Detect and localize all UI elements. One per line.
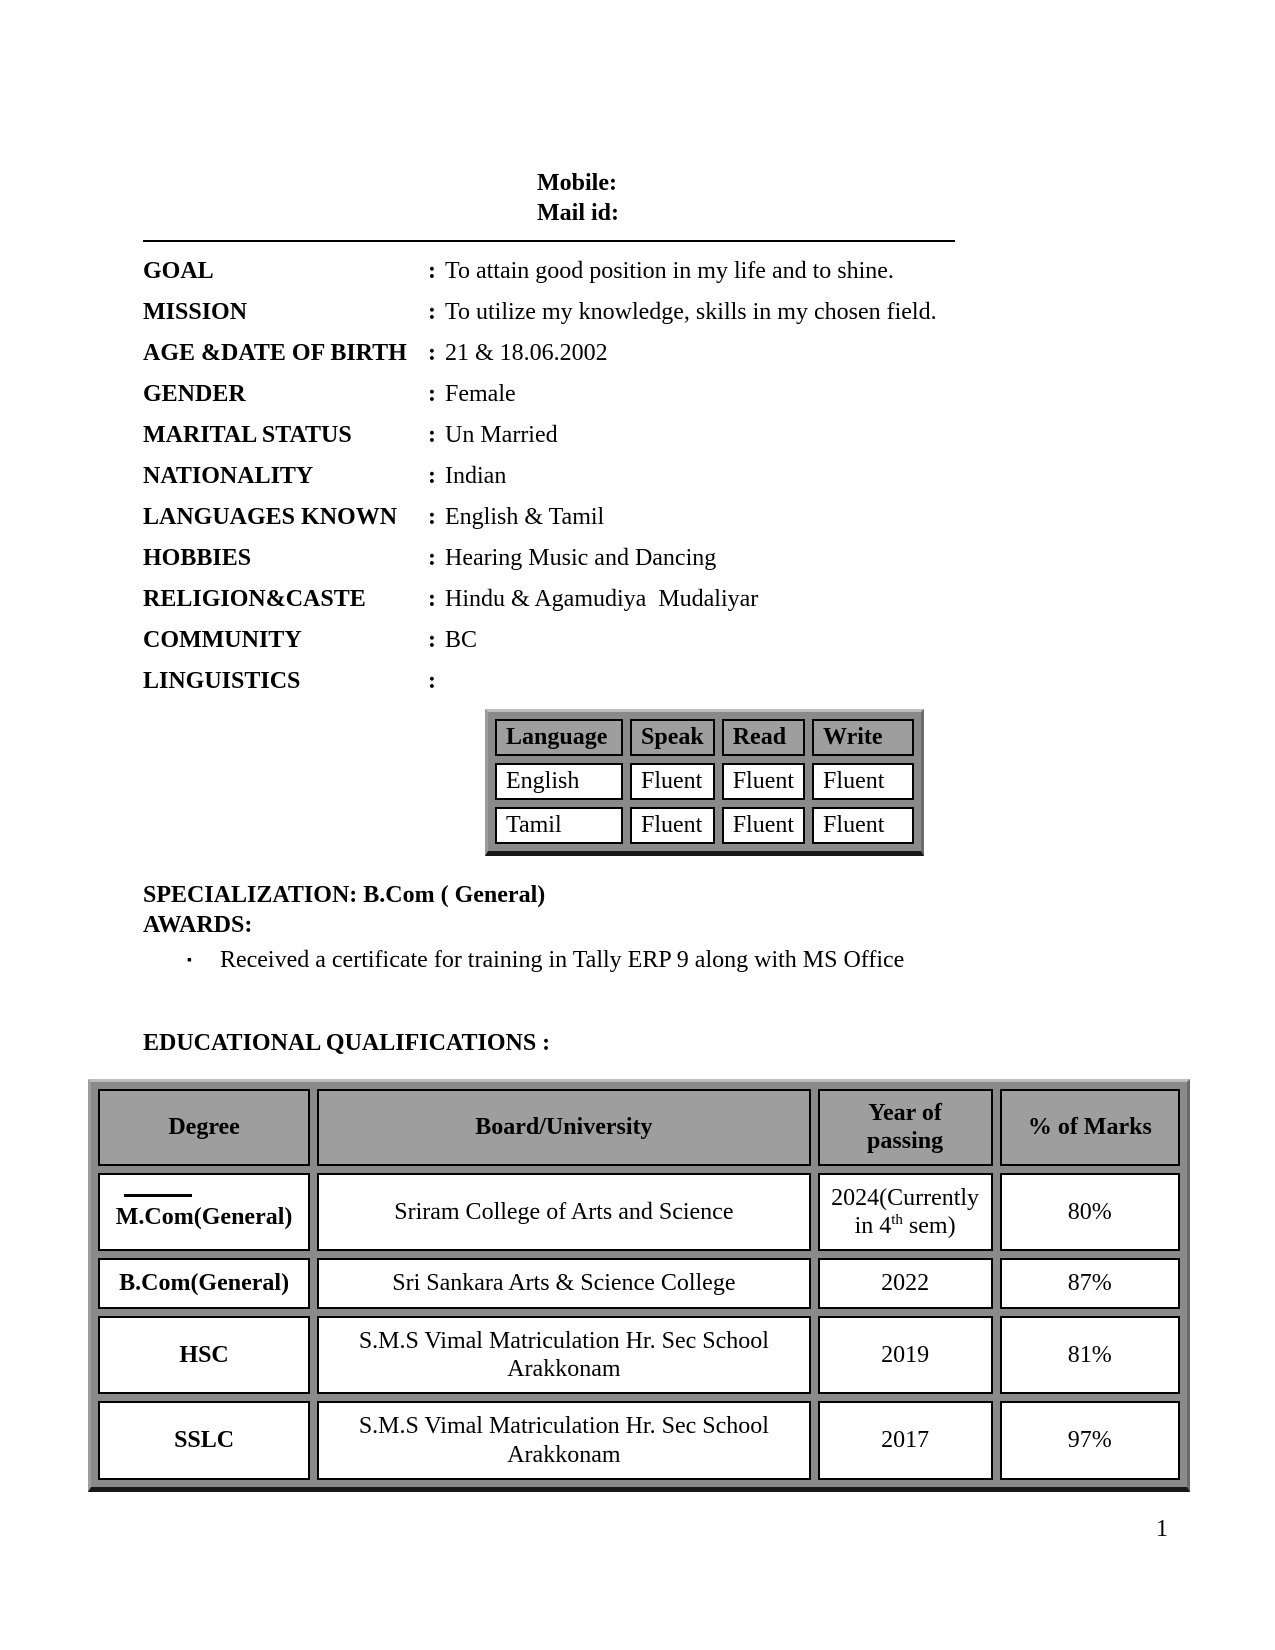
linguistics-header-read: Read <box>722 719 805 756</box>
profile-row-linguistics <box>143 668 1158 696</box>
read-cell: Fluent <box>722 763 805 800</box>
profile-row-religion-caste <box>143 586 1158 614</box>
colon-separator: : <box>428 463 436 489</box>
marks-cell: 80% <box>1000 1173 1180 1252</box>
profile-label: MARITAL STATUS <box>143 422 352 448</box>
passing-line: passing <box>867 1128 944 1155</box>
degree-cell: HSC <box>98 1316 310 1395</box>
language-cell: English <box>495 763 623 800</box>
profile-row-languages-known <box>143 504 1158 532</box>
profile-row-community <box>143 627 1158 655</box>
linguistics-row-english <box>495 763 914 800</box>
education-header-board: Board/University <box>317 1089 810 1166</box>
colon-separator: : <box>428 545 436 571</box>
profile-row-age-dob <box>143 340 1158 368</box>
degree-cell <box>98 1173 310 1252</box>
colon-separator: : <box>428 340 436 366</box>
education-row-hsc <box>98 1316 1180 1395</box>
profile-list <box>143 258 1158 696</box>
linguistics-header-speak: Speak <box>630 719 715 756</box>
contact-header <box>537 168 1158 228</box>
page-number: 1 <box>1156 1516 1168 1542</box>
profile-value: Female <box>445 381 516 407</box>
year-of-line: Year of <box>868 1100 942 1126</box>
square-bullet-icon: ▪ <box>187 953 192 968</box>
profile-label: AGE &DATE OF BIRTH <box>143 340 407 366</box>
profile-value: English & Tamil <box>445 504 605 530</box>
colon-separator: : <box>428 504 436 530</box>
colon-separator: : <box>428 381 436 407</box>
board-cell: S.M.S Vimal Matriculation Hr. Sec School Arakkonam <box>317 1316 810 1395</box>
profile-value: BC <box>445 627 478 653</box>
speak-cell: Fluent <box>630 763 715 800</box>
marks-cell: 97% <box>1000 1401 1180 1480</box>
profile-value: To utilize my knowledge, skills in my chosen field. <box>445 299 937 325</box>
linguistics-header-write: Write <box>812 719 914 756</box>
overline-mark <box>124 1194 192 1197</box>
year-text: 2024(Currently in 4 <box>831 1184 980 1239</box>
mobile-label: Mobile: <box>537 170 617 196</box>
profile-value: Indian <box>445 463 507 489</box>
speak-cell: Fluent <box>630 807 715 844</box>
profile-row-hobbies <box>143 545 1158 573</box>
board-cell: Sriram College of Arts and Science <box>317 1173 810 1252</box>
language-cell: Tamil <box>495 807 623 844</box>
write-cell: Fluent <box>812 763 914 800</box>
linguistics-table <box>485 709 924 856</box>
degree-text: M.Com(General) <box>115 1204 293 1231</box>
profile-label: LANGUAGES KNOWN <box>143 504 398 530</box>
education-heading: EDUCATIONAL QUALIFICATIONS : <box>143 1030 551 1056</box>
profile-row-mission <box>143 299 1158 327</box>
colon-separator: : <box>428 627 436 653</box>
colon-separator: : <box>428 258 436 284</box>
year-text-end: sem) <box>902 1212 956 1239</box>
education-header-year <box>818 1089 993 1166</box>
header-divider <box>143 240 955 242</box>
award-text: Received a certificate for training in Tally ERP 9 along with MS Office <box>219 947 905 973</box>
education-header-degree: Degree <box>98 1089 310 1166</box>
profile-label: MISSION <box>143 299 248 325</box>
education-row-bcom <box>98 1258 1180 1308</box>
education-header-row <box>98 1089 1180 1166</box>
profile-label: GENDER <box>143 381 246 407</box>
profile-value: Un Married <box>445 422 558 448</box>
profile-row-marital-status <box>143 422 1158 450</box>
linguistics-table-wrap <box>485 709 1158 856</box>
year-superscript: th <box>891 1211 903 1228</box>
year-cell: 2022 <box>818 1258 993 1308</box>
profile-label: RELIGION&CASTE <box>143 586 366 612</box>
profile-row-gender <box>143 381 1158 409</box>
board-cell: Sri Sankara Arts & Science College <box>317 1258 810 1308</box>
document-page <box>115 168 1158 1492</box>
linguistics-header-row <box>495 719 914 756</box>
colon-separator: : <box>428 668 436 694</box>
mail-id-label: Mail id: <box>537 200 619 226</box>
profile-value: Hearing Music and Dancing <box>445 545 717 571</box>
linguistics-header-language: Language <box>495 719 623 756</box>
specialization-heading: SPECIALIZATION: B.Com ( General) <box>143 882 546 908</box>
colon-separator: : <box>428 586 436 612</box>
year-cell: 2019 <box>818 1316 993 1395</box>
education-row-mcom <box>98 1173 1180 1252</box>
marks-cell: 81% <box>1000 1316 1180 1395</box>
year-cell: 2017 <box>818 1401 993 1480</box>
profile-row-goal <box>143 258 1158 286</box>
education-header-marks: % of Marks <box>1000 1089 1180 1166</box>
profile-value: To attain good position in my life and to shine. <box>445 258 894 284</box>
profile-label: HOBBIES <box>143 545 252 571</box>
profile-label: COMMUNITY <box>143 627 302 653</box>
awards-heading: AWARDS: <box>143 912 253 938</box>
board-cell: S.M.S Vimal Matriculation Hr. Sec School Arakkonam <box>317 1401 810 1480</box>
degree-cell: SSLC <box>98 1401 310 1480</box>
colon-separator: : <box>428 422 436 448</box>
profile-label: GOAL <box>143 258 214 284</box>
education-row-sslc <box>98 1401 1180 1480</box>
marks-cell: 87% <box>1000 1258 1180 1308</box>
profile-value: 21 & 18.06.2002 <box>445 340 608 366</box>
award-item <box>143 947 1158 974</box>
profile-label: NATIONALITY <box>143 463 314 489</box>
read-cell: Fluent <box>722 807 805 844</box>
degree-cell: B.Com(General) <box>98 1258 310 1308</box>
linguistics-row-tamil <box>495 807 914 844</box>
profile-row-nationality <box>143 463 1158 491</box>
write-cell: Fluent <box>812 807 914 844</box>
colon-separator: : <box>428 299 436 325</box>
profile-value: Hindu & Agamudiya Mudaliyar <box>445 586 759 612</box>
education-table <box>88 1079 1190 1492</box>
profile-label: LINGUISTICS <box>143 668 301 694</box>
year-cell <box>818 1173 993 1252</box>
